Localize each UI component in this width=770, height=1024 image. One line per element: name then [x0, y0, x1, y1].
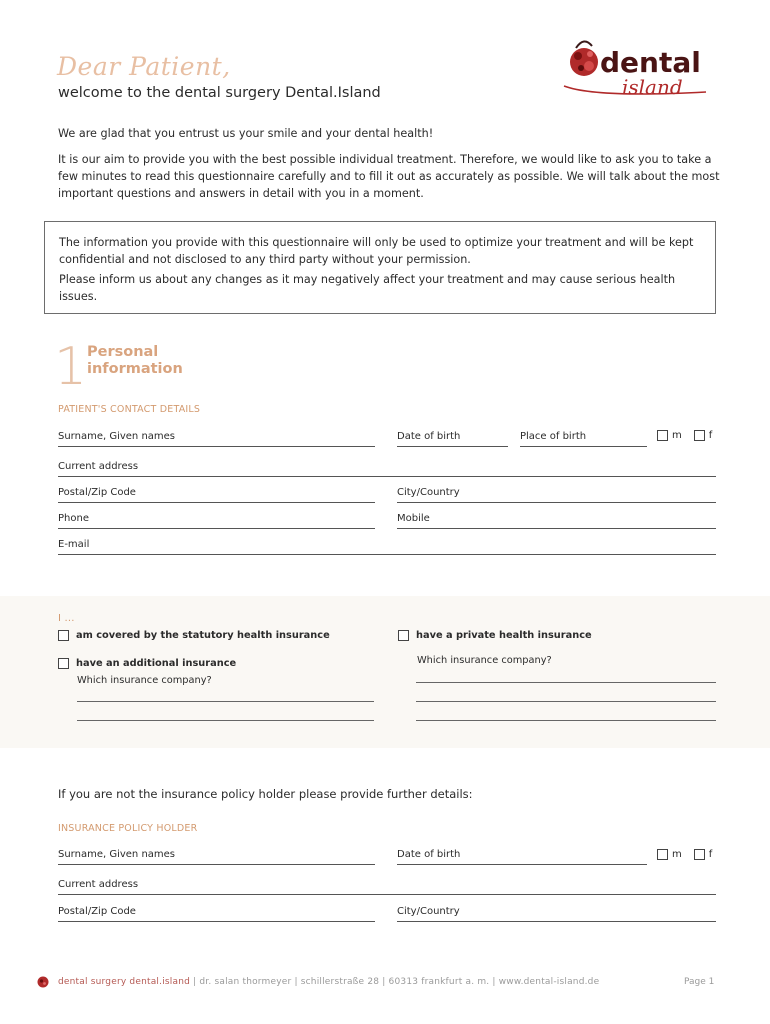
holder-dob-label: Date of birth [397, 849, 461, 860]
postal-label: Postal/Zip Code [58, 487, 136, 498]
statutory-insurance-checkbox[interactable] [58, 630, 69, 641]
private-insurance-label: have a private health insurance [416, 630, 592, 641]
footer-practice-name: dental surgery dental.island [58, 977, 191, 987]
notice-paragraph-1: The information you provide with this questionnaire will only be used to optimize your treatment and will be kept confidential and not disclosed to any third party without your permission. [59, 236, 694, 266]
phone-field[interactable] [58, 511, 375, 529]
logo-word-dental: dental [600, 46, 701, 79]
holder-gender-m-label: m [672, 849, 682, 860]
gender-m-label: m [672, 430, 682, 441]
insurance-lead: I ... [58, 613, 75, 624]
additional-company-line-2[interactable] [77, 720, 374, 721]
gender-f-label: f [708, 430, 713, 441]
gender-options [657, 430, 712, 441]
surname-label: Surname, Given names [58, 431, 176, 442]
postal-field[interactable] [58, 485, 375, 503]
dob-label: Date of birth [397, 431, 461, 442]
mobile-field[interactable] [397, 511, 716, 529]
footer-text [58, 977, 599, 987]
gender-f-checkbox[interactable] [694, 430, 705, 441]
place-of-birth-label: Place of birth [520, 431, 587, 442]
intro-paragraph-2: It is our aim to provide you with the best possible individual treatment. Therefore, we would like to ask you to take a few minutes to read this questionnaire carefully and to fill it out as accurately as possible. We will talk about the most important questions and answers in detail with you in a moment. [58, 153, 720, 200]
gender-m-checkbox[interactable] [657, 430, 668, 441]
dental-island-logo [556, 32, 718, 100]
address-field[interactable] [58, 459, 716, 477]
holder-gender-f-label: f [708, 849, 713, 860]
address-label: Current address [58, 461, 139, 472]
additional-insurance-checkbox[interactable] [58, 658, 69, 669]
holder-city-label: City/Country [397, 906, 460, 917]
holder-city-field[interactable] [397, 904, 716, 922]
private-insurance-option[interactable] [398, 630, 592, 641]
additional-insurance-option[interactable] [58, 658, 236, 669]
notice-paragraph-2: Please inform us about any changes as it may negatively affect your treatment and may cause serious health issues. [59, 273, 676, 303]
policy-holder-intro: If you are not the insurance policy holder please provide further details: [58, 787, 473, 801]
additional-insurance-label: have an additional insurance [76, 658, 237, 669]
policy-holder-heading: INSURANCE POLICY HOLDER [58, 823, 198, 834]
place-of-birth-field[interactable] [520, 429, 647, 447]
page-number: Page 1 [684, 977, 715, 987]
private-company-question: Which insurance company? [417, 655, 552, 666]
holder-postal-field[interactable] [58, 904, 375, 922]
statutory-insurance-label: am covered by the statutory health insurance [76, 630, 330, 641]
private-company-line-3[interactable] [416, 720, 716, 721]
dob-field[interactable] [397, 429, 508, 447]
city-field[interactable] [397, 485, 716, 503]
holder-dob-field[interactable] [397, 847, 647, 865]
private-insurance-checkbox[interactable] [398, 630, 409, 641]
welcome-line: welcome to the dental surgery Dental.Island [58, 85, 381, 101]
city-label: City/Country [397, 487, 460, 498]
additional-company-question: Which insurance company? [77, 675, 212, 686]
section-title-line-2: information [87, 361, 183, 377]
intro-paragraph-1: We are glad that you entrust us your smile and your dental health! [58, 127, 434, 140]
holder-gender-f-checkbox[interactable] [694, 849, 705, 860]
phone-label: Phone [58, 513, 89, 524]
holder-address-field[interactable] [58, 877, 716, 895]
email-field[interactable] [58, 537, 716, 555]
section-number: 1 [54, 337, 88, 397]
surname-field[interactable] [58, 429, 375, 447]
additional-company-line-1[interactable] [77, 701, 374, 702]
privacy-notice-box [44, 221, 716, 314]
contact-details-heading: PATIENT'S CONTACT DETAILS [58, 404, 201, 415]
private-company-line-2[interactable] [416, 701, 716, 702]
holder-gender-options [657, 849, 712, 860]
statutory-insurance-option[interactable] [58, 630, 330, 641]
holder-surname-label: Surname, Given names [58, 849, 176, 860]
private-company-line-1[interactable] [416, 682, 716, 683]
holder-gender-m-checkbox[interactable] [657, 849, 668, 860]
greeting: Dear Patient, [57, 52, 231, 81]
section-title-line-1: Personal [87, 344, 159, 360]
holder-surname-field[interactable] [58, 847, 375, 865]
mobile-label: Mobile [397, 513, 430, 524]
footer-details: | dr. salan thormeyer | schillerstraße 28 | 60313 frankfurt a. m. | www.dental-island.de [193, 977, 600, 987]
logo-word-island: island [622, 75, 683, 99]
footer-logo-icon [36, 975, 50, 989]
section-title [87, 344, 183, 378]
insurance-band [0, 596, 770, 748]
holder-postal-label: Postal/Zip Code [58, 906, 136, 917]
email-label: E-mail [58, 539, 90, 550]
holder-address-label: Current address [58, 879, 139, 890]
